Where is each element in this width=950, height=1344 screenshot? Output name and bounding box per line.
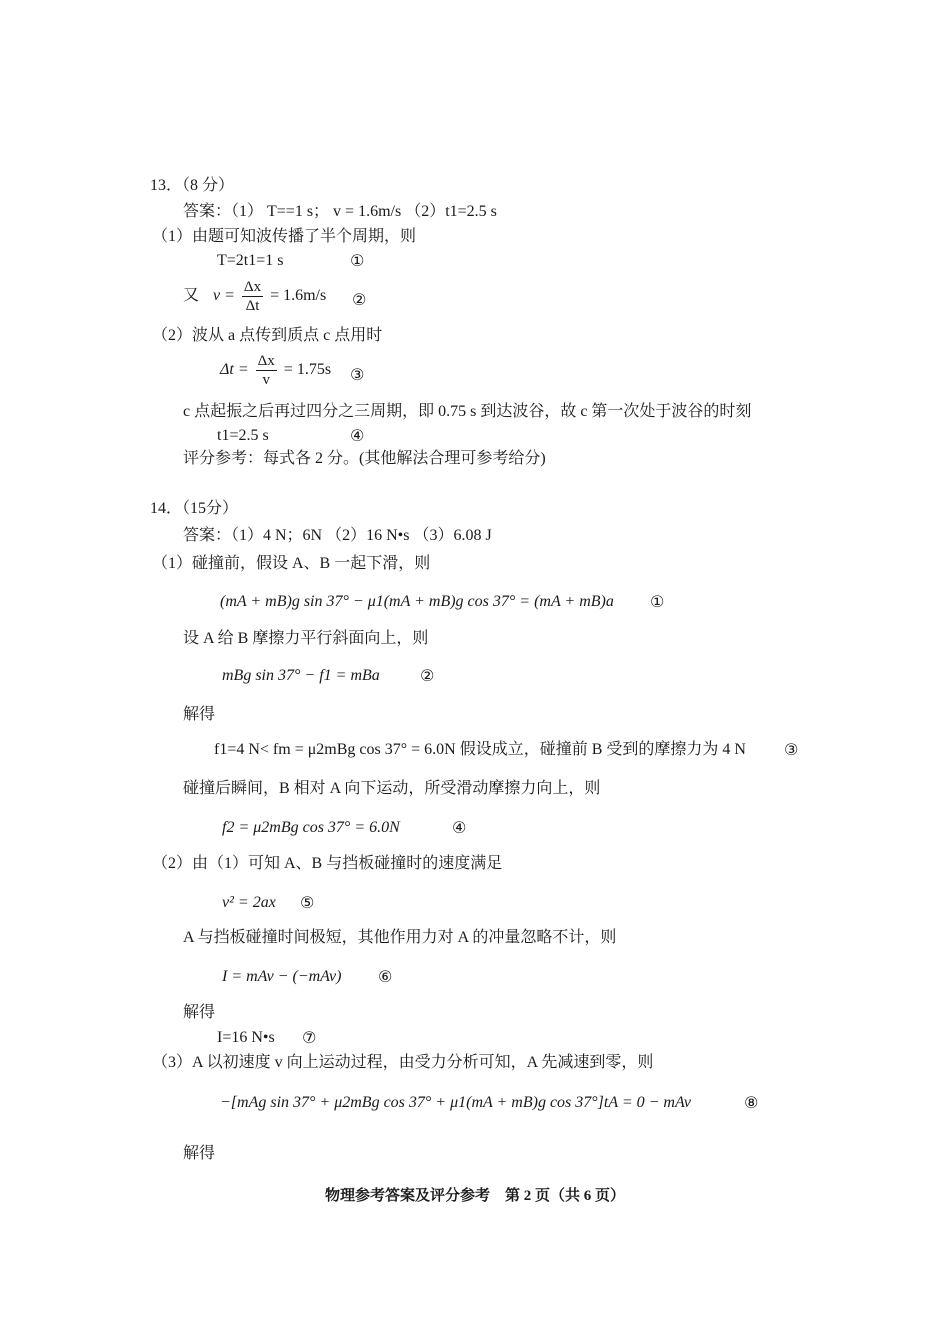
q14-mark1: ① <box>650 592 665 611</box>
q13-eq2-prefix: 又 <box>183 287 200 305</box>
q13-eq3-num: Δx <box>257 353 275 369</box>
q13-part2: （2）波从 a 点传到质点 c 点用时 <box>152 327 383 344</box>
q14-mark6: ⑥ <box>378 967 393 986</box>
q13-eq3-fraction <box>256 352 277 389</box>
q13-eq2-num: Δx <box>243 279 262 295</box>
q13-eq2 <box>183 278 326 315</box>
q14-eq8-text: −[mAg sin 37° + μ2mBg cos 37° + μ1(mA + mB)g cos 37°]tA = 0 − mAv <box>220 1094 691 1111</box>
q14-eq2-text: mBg sin 37° − f1 = mBa <box>222 667 380 684</box>
q14-mark3: ③ <box>784 740 799 759</box>
q14-answer: 答案：（1）4 N；6N （2）16 N•s （3）6.08 J <box>183 527 492 544</box>
q13-eq2-lhs: v = <box>213 287 235 305</box>
q14-text1: 设 A 给 B 摩擦力平行斜面向上，则 <box>183 630 429 647</box>
q14-eq5-text: v² = 2ax <box>222 894 276 911</box>
q13-eq4: t1=2.5 s <box>217 427 269 444</box>
q13-eq3-rhs: = 1.75s <box>283 361 332 379</box>
q13-mark4: ④ <box>350 426 365 445</box>
q13-answer: 答案：（1） T==1 s； v = 1.6m/s （2）t1=2.5 s <box>183 203 497 220</box>
q14-eq2 <box>222 666 380 686</box>
q14-mark7: ⑦ <box>302 1028 317 1047</box>
q14-eq6 <box>222 967 341 987</box>
q14-text2: 碰撞后瞬间，B 相对 A 向下运动，所受滑动摩擦力向上，则 <box>183 780 601 797</box>
q13-eq3 <box>220 352 331 389</box>
q14-eq4-text: f2 = μ2mBg cos 37° = 6.0N <box>222 819 400 836</box>
q14-mark5: ⑤ <box>300 893 315 912</box>
q14-eq1-text: (mA + mB)g sin 37° − μ1(mA + mB)g cos 37° = (mA + mB)a <box>220 593 614 610</box>
q14-part2: （2）由（1）可知 A、B 与挡板碰撞时的速度满足 <box>152 855 503 872</box>
q14-solve1: 解得 <box>183 706 216 723</box>
q13-mark3: ③ <box>350 365 365 384</box>
q13-eq1: T=2t1=1 s <box>217 252 284 269</box>
q14-text3: A 与挡板碰撞时间极短，其他作用力对 A 的冲量忽略不计，则 <box>183 929 617 946</box>
q13-heading: 13．（8 分） <box>150 177 235 194</box>
q13-eq3-den: v <box>262 372 270 388</box>
page-footer: 物理参考答案及评分参考 第 2 页（共 6 页） <box>324 1188 625 1204</box>
q14-heading: 14．（15分） <box>150 500 239 517</box>
q13-part1: （1）由题可知波传播了半个周期，则 <box>152 228 417 245</box>
q14-part1: （1）碰撞前，假设 A、B 一起下滑，则 <box>152 555 431 572</box>
q13-mark2: ② <box>352 290 367 309</box>
q13-eq2-den: Δt <box>245 298 260 314</box>
q14-eq6-text: I = mAv − (−mAv) <box>222 968 342 985</box>
q14-mark8: ⑧ <box>744 1093 759 1112</box>
q13-eq2-fraction <box>242 278 263 315</box>
q14-mark4: ④ <box>452 818 467 837</box>
q13-mark1: ① <box>350 251 365 270</box>
q14-solve2: 解得 <box>183 1004 216 1021</box>
q14-eq7: I=16 N•s <box>217 1029 275 1046</box>
q14-eq4 <box>222 818 400 838</box>
q13-text1: c 点起振之后再过四分之三周期，即 0.75 s 到达波谷，故 c 第一次处于波谷的时刻 <box>183 403 752 420</box>
q13-eq3-lhs: Δt = <box>220 361 249 379</box>
q14-eq3: f1=4 N< fm = μ2mBg cos 37° = 6.0N 假设成立，碰撞前 B 受到的摩擦力为 4 N <box>214 741 746 758</box>
q14-eq5 <box>222 893 276 913</box>
q13-scoring: 评分参考：每式各 2 分。(其他解法合理可参考给分) <box>183 450 546 467</box>
q14-solve3: 解得 <box>183 1145 216 1162</box>
q14-part3: （3）A 以初速度 v 向上运动过程，由受力分析可知，A 先减速到零，则 <box>152 1054 654 1071</box>
q14-mark2: ② <box>420 666 435 685</box>
q14-eq1 <box>220 592 614 612</box>
q14-eq8 <box>220 1093 691 1113</box>
q13-eq2-rhs: = 1.6m/s <box>270 287 327 305</box>
